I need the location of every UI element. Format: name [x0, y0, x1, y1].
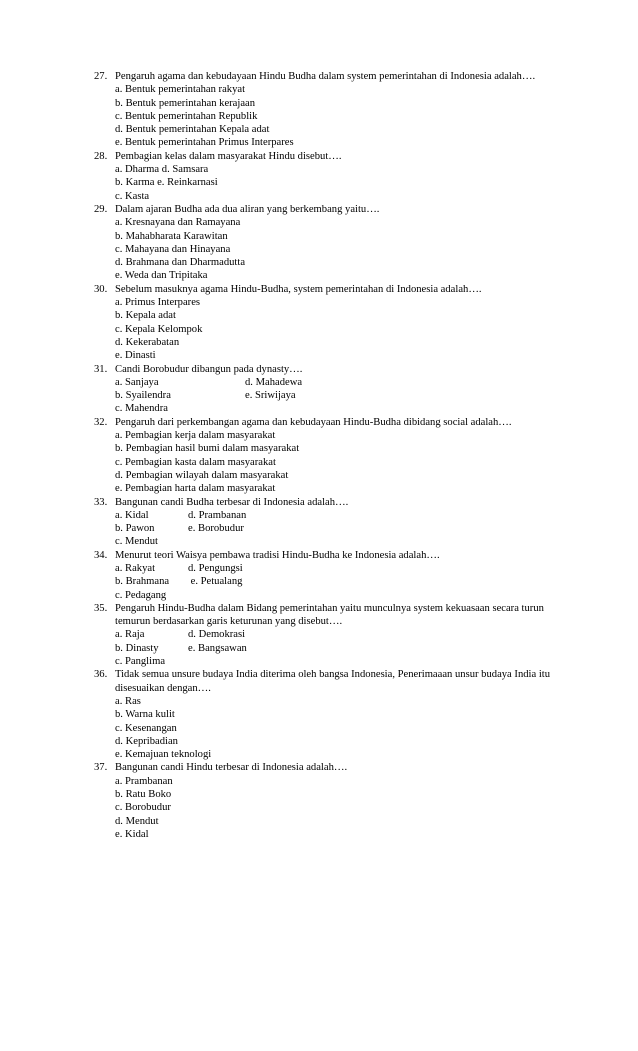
option-d: d. Prambanan	[188, 509, 247, 521]
question-32	[94, 416, 564, 496]
question-27	[94, 70, 564, 150]
option-b: b. Ratu Boko	[115, 789, 172, 801]
option-c: c. Mahayana dan Hinayana	[115, 243, 231, 255]
option-e: e. Pembagian harta dalam masyarakat	[115, 483, 276, 495]
question-text: Tidak semua unsure budaya India diterima oleh bangsa Indonesia, Penerimaaan unsur budaya India itu disesuaikan dengan….	[115, 669, 551, 694]
option-b: b. Pembagian hasil bumi dalam masyarakat	[115, 443, 300, 455]
option-e: e. Petualang	[188, 576, 243, 588]
question-31	[94, 363, 564, 416]
option-d: d. Bentuk pemerintahan Kepala adat	[115, 124, 270, 136]
option-a: a. Primus Interpares	[115, 297, 201, 309]
option-row	[115, 628, 564, 641]
option-d: d. Pengungsi	[188, 562, 243, 574]
option-a: a. Bentuk pemerintahan rakyat	[115, 84, 246, 96]
question-number: 35.	[94, 602, 108, 614]
option-row	[115, 642, 564, 655]
option-d: d. Brahmana dan Dharmadutta	[115, 257, 246, 269]
question-text: Dalam ajaran Budha ada dua aliran yang berkembang yaitu….	[115, 203, 380, 215]
question-text: Sebelum masuknya agama Hindu-Budha, system pemerintahan di Indonesia adalah….	[115, 283, 482, 295]
option-c: c. Mendut	[115, 536, 158, 548]
option-e: e. Dinasti	[115, 350, 156, 362]
option-b: b. Brahmana	[115, 576, 170, 588]
option-c: c. Kesenangan	[115, 722, 177, 734]
question-number: 30.	[94, 283, 108, 295]
question-number: 34.	[94, 549, 108, 561]
option-c: c. Pembagian kasta dalam masyarakat	[115, 456, 276, 468]
question-33	[94, 496, 564, 549]
question-list	[94, 70, 564, 841]
option-c: c. Bentuk pemerintahan Republik	[115, 110, 258, 122]
option-c: c. Panglima	[115, 656, 166, 668]
option-e: e. Kemajuan teknologi	[115, 749, 212, 761]
option-a: a. Pembagian kerja dalam masyarakat	[115, 430, 276, 442]
question-text: Menurut teori Waisya pembawa tradisi Hindu-Budha ke Indonesia adalah….	[115, 549, 440, 561]
option-c: c. Pedagang	[115, 589, 167, 601]
question-36	[94, 668, 564, 761]
option-b: b. Kepala adat	[115, 310, 176, 322]
question-35	[94, 602, 564, 668]
option-a: a. Ras	[115, 695, 141, 707]
option-b: b. Warna kulit	[115, 709, 175, 721]
option-e: e. Bentuk pemerintahan Primus Interpares	[115, 137, 294, 149]
question-30	[94, 283, 564, 363]
option-b-e: b. Karma e. Reinkarnasi	[115, 177, 218, 189]
option-a: a. Rakyat	[115, 562, 156, 574]
option-b: b. Dinasty	[115, 642, 159, 654]
question-text: Pembagian kelas dalam masyarakat Hindu disebut….	[115, 150, 342, 162]
option-b: b. Mahabharata Karawitan	[115, 230, 228, 242]
question-number: 32.	[94, 416, 108, 428]
question-text: Pengaruh Hindu-Budha dalam Bidang pemerintahan yaitu munculnya system kekuasaan secara turun temurun berdasarkan garis keturunan yang disebut….	[115, 602, 544, 628]
question-37	[94, 761, 564, 841]
option-e: e. Kidal	[115, 828, 149, 840]
option-a: a. Kidal	[115, 509, 149, 521]
option-d: d. Kepribadian	[115, 735, 178, 747]
option-e: e. Bangsawan	[188, 642, 247, 654]
option-e: e. Sriwijaya	[245, 390, 296, 402]
option-a: a. Kresnayana dan Ramayana	[115, 217, 241, 229]
option-a: a. Prambanan	[115, 775, 173, 787]
option-b: b. Pawon	[115, 523, 155, 535]
question-number: 37.	[94, 762, 108, 774]
option-d: d. Kekerabatan	[115, 336, 180, 348]
question-text: Pengaruh agama dan kebudayaan Hindu Budha dalam system pemerintahan di Indonesia adalah….	[115, 71, 536, 82]
question-number: 27.	[94, 71, 108, 82]
question-number: 31.	[94, 363, 108, 375]
option-row	[115, 575, 564, 588]
question-29	[94, 203, 564, 283]
question-number: 33.	[94, 496, 108, 508]
option-a-d: a. Dharma d. Samsara	[115, 164, 209, 176]
option-a: a. Sanjaya	[115, 376, 159, 388]
question-text: Pengaruh dari perkembangan agama dan kebudayaan Hindu-Budha dibidang social adalah….	[115, 416, 512, 428]
option-b: b. Bentuk pemerintahan kerajaan	[115, 97, 256, 109]
option-row	[115, 389, 564, 402]
option-row	[115, 522, 564, 535]
question-text: Candi Borobudur dibangun pada dynasty….	[115, 363, 303, 375]
option-row	[115, 376, 564, 389]
question-34	[94, 549, 564, 602]
question-number: 28.	[94, 150, 108, 162]
option-c: c. Kasta	[115, 190, 150, 202]
option-d: d. Mahadewa	[245, 376, 303, 388]
option-a: a. Raja	[115, 629, 145, 641]
option-row	[115, 509, 564, 522]
option-d: d. Demokrasi	[188, 629, 246, 641]
question-number: 29.	[94, 203, 108, 215]
option-c: c. Mahendra	[115, 403, 168, 415]
question-28	[94, 150, 564, 203]
option-c: c. Kepala Kelompok	[115, 323, 203, 335]
option-d: d. Pembagian wilayah dalam masyarakat	[115, 469, 289, 481]
option-e: e. Borobudur	[188, 523, 244, 535]
question-number: 36.	[94, 669, 108, 681]
question-text: Bangunan candi Hindu terbesar di Indonesia adalah….	[115, 762, 348, 774]
option-e: e. Weda dan Tripitaka	[115, 270, 208, 282]
option-row	[115, 562, 564, 575]
option-d: d. Mendut	[115, 815, 159, 827]
question-text: Bangunan candi Budha terbesar di Indonesia adalah….	[115, 496, 349, 508]
option-c: c. Borobudur	[115, 802, 171, 814]
option-b: b. Syailendra	[115, 390, 171, 402]
